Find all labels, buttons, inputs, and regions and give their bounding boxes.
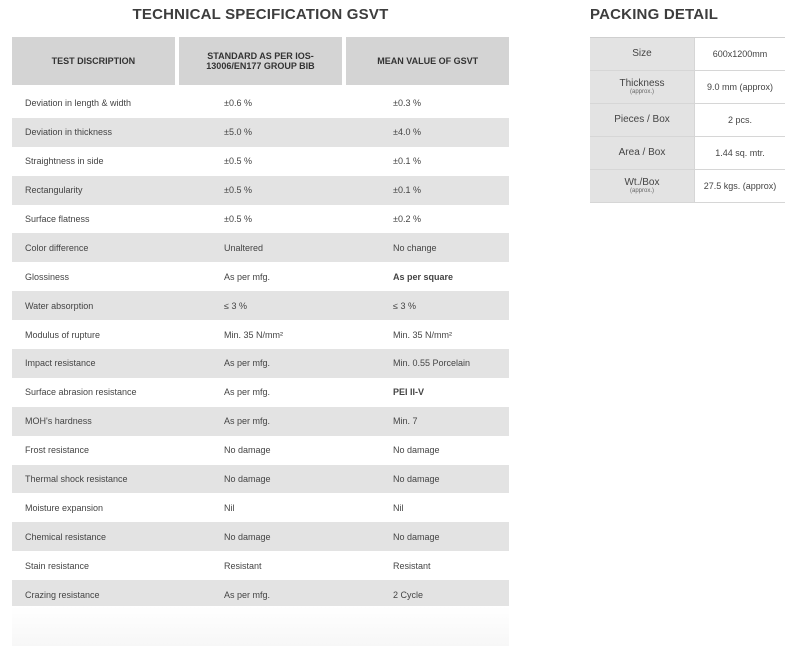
spec-mean-cell: Resistant bbox=[393, 560, 431, 571]
packing-label: Size bbox=[632, 48, 652, 59]
spec-row bbox=[12, 89, 509, 118]
packing-label-sub: (approx.) bbox=[629, 88, 654, 95]
spec-mean-cell: No damage bbox=[393, 445, 440, 456]
packing-row bbox=[590, 104, 785, 137]
spec-row bbox=[12, 407, 509, 436]
spec-standard-cell: As per mfg. bbox=[224, 416, 271, 427]
spec-row bbox=[12, 378, 509, 407]
spec-mean-cell: Min. 0.55 Porcelain bbox=[393, 358, 471, 369]
spec-standard-cell: No damage bbox=[224, 474, 271, 485]
spec-test-cell: Water absorption bbox=[25, 300, 94, 311]
spec-footer bbox=[12, 606, 509, 646]
spec-mean-cell: PEI II-V bbox=[393, 387, 425, 398]
packing-label-sub: (approx.) bbox=[629, 187, 654, 194]
packing-value: 600x1200mm bbox=[695, 38, 785, 70]
spec-test-cell: Glossiness bbox=[25, 271, 70, 282]
spec-test-cell: Deviation in thickness bbox=[25, 127, 113, 138]
spec-test-cell: Moisture expansion bbox=[25, 502, 104, 513]
spec-test-cell: Crazing resistance bbox=[25, 589, 100, 600]
packing-label: Wt./Box bbox=[624, 176, 660, 188]
spec-standard-cell: ±0.5 % bbox=[224, 185, 252, 196]
packing-title: PACKING DETAIL bbox=[590, 6, 719, 23]
spec-standard-cell: Min. 35 N/mm² bbox=[224, 329, 284, 340]
spec-standard-cell: No damage bbox=[224, 531, 271, 542]
spec-standard-cell: Unaltered bbox=[224, 242, 264, 253]
spec-standard-cell: No damage bbox=[224, 445, 271, 456]
packing-value: 2 pcs. bbox=[695, 104, 785, 136]
spec-test-cell: Rectangularity bbox=[25, 185, 83, 196]
spec-test-cell: Straightness in side bbox=[25, 156, 104, 167]
spec-mean-cell: Nil bbox=[393, 502, 404, 513]
spec-mean-cell: ≤ 3 % bbox=[393, 300, 416, 311]
packing-row bbox=[590, 38, 785, 71]
spec-row bbox=[12, 493, 509, 522]
spec-row bbox=[12, 551, 509, 580]
packing-row bbox=[590, 71, 785, 104]
packing-label-cell bbox=[590, 137, 695, 169]
spec-table bbox=[12, 37, 509, 609]
spec-row bbox=[12, 118, 509, 147]
spec-mean-cell: ±0.3 % bbox=[393, 98, 421, 109]
spec-standard-cell: As per mfg. bbox=[224, 387, 271, 398]
spec-standard-cell: ±0.5 % bbox=[224, 214, 252, 224]
spec-row bbox=[12, 233, 509, 262]
spec-standard-cell: Nil bbox=[224, 502, 235, 513]
spec-standard-cell: ±0.5 % bbox=[224, 156, 252, 167]
spec-mean-cell: ±0.2 % bbox=[393, 214, 421, 224]
spec-mean-cell: Min. 7 bbox=[393, 416, 418, 427]
spec-mean-cell: 2 Cycle bbox=[393, 589, 424, 600]
spec-row bbox=[12, 465, 509, 494]
spec-row bbox=[12, 262, 509, 291]
header-test: TEST DISCRIPTION bbox=[12, 37, 175, 85]
spec-standard-cell: ±5.0 % bbox=[224, 127, 252, 138]
spec-row bbox=[12, 147, 509, 176]
packing-value: 27.5 kgs. (approx) bbox=[695, 170, 785, 202]
spec-mean-cell: Min. 35 N/mm² bbox=[393, 329, 453, 340]
spec-mean-cell: No damage bbox=[393, 531, 440, 542]
spec-test-cell: Chemical resistance bbox=[25, 531, 107, 542]
packing-value: 1.44 sq. mtr. bbox=[695, 137, 785, 169]
spec-test-cell: Thermal shock resistance bbox=[25, 474, 128, 485]
header-standard: STANDARD AS PER IOS-13006/EN177 GROUP BIB bbox=[179, 37, 343, 85]
spec-standard-cell: As per mfg. bbox=[224, 358, 271, 369]
packing-label-cell bbox=[590, 170, 695, 202]
spec-title: TECHNICAL SPECIFICATION GSVT bbox=[132, 6, 389, 23]
spec-row bbox=[12, 436, 509, 465]
packing-table bbox=[590, 37, 785, 203]
spec-row bbox=[12, 580, 509, 609]
spec-test-cell: Deviation in length & width bbox=[25, 98, 132, 109]
spec-mean-cell: ±0.1 % bbox=[393, 185, 421, 196]
packing-label-cell bbox=[590, 104, 695, 136]
spec-test-cell: Frost resistance bbox=[25, 445, 90, 456]
spec-row bbox=[12, 205, 509, 234]
header-mean: MEAN VALUE OF GSVT bbox=[346, 37, 509, 85]
spec-body bbox=[12, 89, 509, 609]
spec-standard-cell: Resistant bbox=[224, 560, 262, 571]
packing-label-cell bbox=[590, 71, 695, 103]
spec-row bbox=[12, 349, 509, 378]
spec-test-cell: Modulus of rupture bbox=[25, 329, 101, 340]
spec-mean-cell: As per square bbox=[393, 271, 454, 282]
packing-row bbox=[590, 137, 785, 170]
spec-test-cell: Color difference bbox=[25, 242, 89, 253]
spec-mean-cell: ±0.1 % bbox=[393, 156, 421, 167]
spec-mean-cell: No damage bbox=[393, 474, 440, 485]
packing-label: Thickness bbox=[619, 77, 665, 89]
packing-value: 9.0 mm (approx) bbox=[695, 71, 785, 103]
spec-row bbox=[12, 176, 509, 205]
spec-standard-cell: ≤ 3 % bbox=[224, 300, 247, 311]
spec-test-cell: MOH's hardness bbox=[25, 416, 92, 427]
packing-row bbox=[590, 170, 785, 203]
spec-mean-cell: No change bbox=[393, 242, 437, 253]
spec-test-cell: Impact resistance bbox=[25, 358, 96, 369]
spec-row bbox=[12, 291, 509, 320]
spec-test-cell: Stain resistance bbox=[25, 560, 90, 571]
spec-test-cell: Surface flatness bbox=[25, 214, 90, 224]
spec-header-row bbox=[12, 37, 509, 85]
spec-row bbox=[12, 320, 509, 349]
spec-standard-cell: As per mfg. bbox=[224, 589, 271, 600]
packing-label-cell bbox=[590, 38, 695, 70]
spec-test-cell: Surface abrasion resistance bbox=[25, 387, 137, 398]
spec-mean-cell: ±4.0 % bbox=[393, 127, 421, 138]
packing-label: Pieces / Box bbox=[614, 114, 670, 125]
spec-row bbox=[12, 522, 509, 551]
spec-standard-cell: As per mfg. bbox=[224, 271, 271, 282]
spec-standard-cell: ±0.6 % bbox=[224, 98, 252, 109]
packing-label: Area / Box bbox=[618, 147, 666, 158]
